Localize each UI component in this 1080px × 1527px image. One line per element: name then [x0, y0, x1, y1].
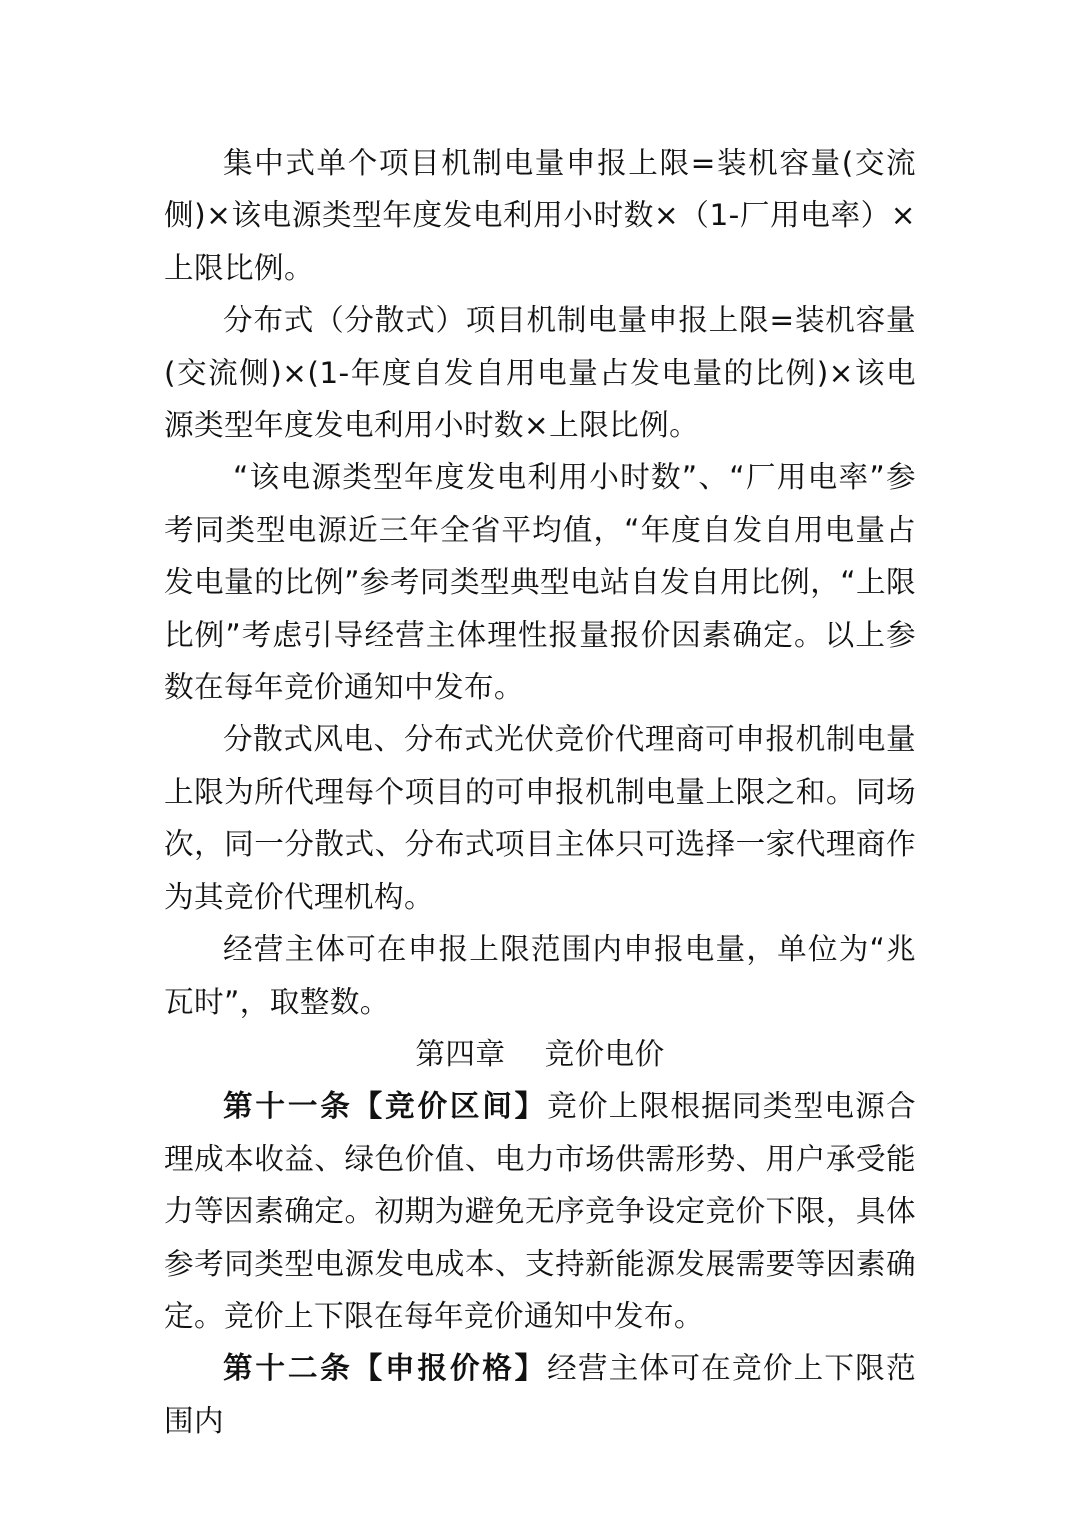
document-body — [164, 137, 916, 1447]
article-12-label: 第十二条【申报价格】 — [223, 1350, 548, 1386]
paragraph-centralized-cap: 集中式单个项目机制电量申报上限=装机容量(交流侧)×该电源类型年度发电利用小时数×（1-厂用电率）×上限比例。 — [164, 146, 916, 285]
paragraph-distributed-cap: 分布式（分散式）项目机制电量申报上限=装机容量(交流侧)×(1-年度自发自用电量占发电量的比例)×该电源类型年度发电利用小时数×上限比例。 — [164, 303, 916, 443]
paragraph-parameter-notes: “该电源类型年度发电利用小时数”、“厂用电率”参考同类型电源近三年全省平均值，“年度自发自用电量占发电量的比例”参考同类型典型电站自发自用比例，“上限比例”考虑引导经营主体理性报量报价因素确定。以上参数在每年竞价通知中发布。 — [164, 460, 916, 705]
article-11-text: 竞价上限根据同类型电源合理成本收益、绿色价值、电力市场供需形势、用户承受能力等因素确定。初期为避免无序竞争设定竞价下限，具体参考同类型电源发电成本、支持新能源发展需要等因素确定。竞价上下限在每年竞价通知中发布。 — [164, 1089, 916, 1333]
paragraph-agent-cap: 分散式风电、分布式光伏竞价代理商可申报机制电量上限为所代理每个项目的可申报机制电量上限之和。同场次，同一分散式、分布式项目主体只可选择一家代理商作为其竞价代理机构。 — [164, 722, 916, 914]
paragraph-declared-unit: 经营主体可在申报上限范围内申报电量，单位为“兆瓦时”，取整数。 — [164, 932, 916, 1019]
article-11 — [164, 1080, 916, 1342]
article-11-label: 第十一条【竞价区间】 — [223, 1088, 548, 1124]
chapter-heading: 第四章 竞价电价 — [415, 1036, 665, 1071]
article-12 — [164, 1342, 916, 1447]
article-12-text: 经营主体可在竞价上下限范围内 — [164, 1351, 916, 1438]
